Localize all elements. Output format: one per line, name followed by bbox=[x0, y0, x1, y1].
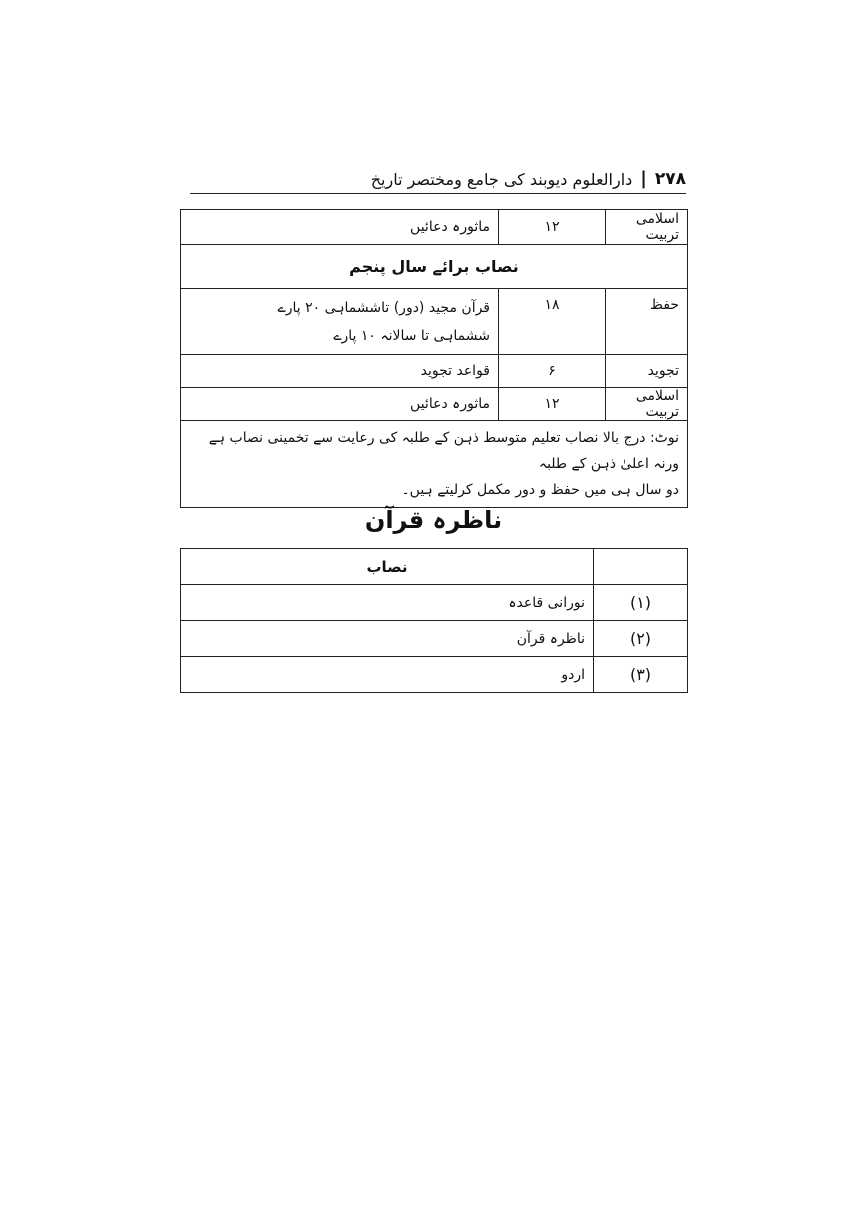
syllabus-line: قرآن مجید (دور) تاششماہی ۲۰ پارے bbox=[277, 299, 490, 316]
nazira-quran-table bbox=[180, 548, 688, 693]
table-row bbox=[181, 355, 688, 388]
header-separator: | bbox=[640, 168, 647, 189]
table-row bbox=[181, 210, 688, 245]
syllabus-cell: ماثورہ دعائیں bbox=[181, 388, 499, 421]
syllabus-cell: قواعد تجوید bbox=[181, 355, 499, 388]
table-header-row bbox=[181, 549, 688, 585]
section-title: نصاب برائے سال پنجم bbox=[181, 245, 688, 289]
row-text: ناظرہ قرآن bbox=[181, 621, 594, 657]
subject-cell: حفظ bbox=[606, 289, 688, 355]
note-cell bbox=[181, 421, 688, 508]
number-cell: ۱۸ bbox=[499, 289, 606, 355]
table-row bbox=[181, 657, 688, 693]
table-row bbox=[181, 585, 688, 621]
syllabus-cell bbox=[181, 289, 499, 355]
subject-cell: اسلامی تربیت bbox=[606, 210, 688, 245]
note-row bbox=[181, 421, 688, 508]
table-row bbox=[181, 388, 688, 421]
number-cell: ۶ bbox=[499, 355, 606, 388]
number-cell: ۱۲ bbox=[499, 210, 606, 245]
table-row bbox=[181, 621, 688, 657]
row-text: اردو bbox=[181, 657, 594, 693]
note-line: نوٹ: درج بالا نصاب تعلیم متوسط ذہن کے طلبہ کی رعایت سے تخمینی نصاب ہے ورنہ اعلیٰ ذہن کے طلبہ bbox=[208, 430, 679, 472]
section-row bbox=[181, 245, 688, 289]
book-title: دارالعلوم دیوبند کی جامع ومختصر تاریخ bbox=[370, 170, 633, 189]
page-header bbox=[190, 158, 686, 194]
table-row bbox=[181, 289, 688, 355]
note-line: دو سال ہی میں حفظ و دور مکمل کرلیتے ہیں۔ bbox=[401, 482, 679, 498]
column-header: نصاب bbox=[181, 549, 594, 585]
header-blank-cell bbox=[594, 549, 688, 585]
section-heading: ناظرہ قرآن bbox=[364, 506, 503, 534]
row-number: (۳) bbox=[594, 657, 688, 693]
page-number: ۲۷۸ bbox=[654, 169, 686, 189]
syllabus-cell: ماثورہ دعائیں bbox=[181, 210, 499, 245]
number-cell: ۱۲ bbox=[499, 388, 606, 421]
subject-cell: تجوید bbox=[606, 355, 688, 388]
row-text: نورانی قاعدہ bbox=[181, 585, 594, 621]
subject-cell: اسلامی تربیت bbox=[606, 388, 688, 421]
row-number: (۱) bbox=[594, 585, 688, 621]
syllabus-line: ششماہی تا سالانہ ۱۰ پارے bbox=[333, 327, 490, 344]
row-number: (۲) bbox=[594, 621, 688, 657]
syllabus-table-year5 bbox=[180, 209, 688, 508]
